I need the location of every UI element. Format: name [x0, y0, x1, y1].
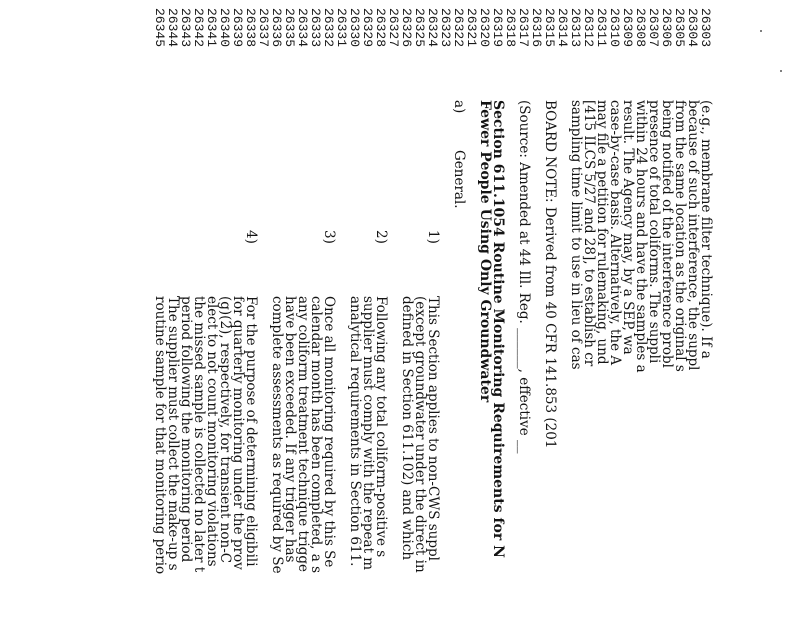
paragraph-label: 2) [373, 230, 389, 244]
line-number: 26317 [516, 8, 531, 48]
line-number: 26341 [204, 8, 219, 48]
text-line: defined in Section 611.102) and which [399, 296, 415, 561]
line-number: 26325 [412, 8, 427, 48]
line-number: 26327 [386, 8, 401, 48]
text-line: Following any total coliform-positive s [373, 296, 389, 558]
line-number: 26336 [269, 8, 284, 48]
subsection-heading: General. [451, 150, 467, 209]
text-line: being notified of the interference probl [659, 100, 675, 368]
text-line: This Section applies to non-CWS suppl [425, 296, 441, 561]
line-number: 26318 [503, 8, 518, 48]
text-line: for quarterly monitoring under the prov [230, 296, 246, 570]
line-number: 26319 [490, 8, 505, 48]
line-number: 26314 [555, 8, 570, 48]
line-number: 26309 [620, 8, 635, 48]
line-number: 26315 [542, 8, 557, 48]
line-number: 26345 [152, 8, 167, 48]
line-number: 26328 [373, 8, 388, 48]
line-number: 26313 [568, 8, 583, 48]
line-number: 26340 [217, 8, 232, 48]
line-number: 26308 [633, 8, 648, 48]
text-line: the missed sample is collected no later t [191, 296, 207, 573]
line-number: 26324 [425, 8, 440, 48]
line-number: 26343 [178, 8, 193, 48]
text-line: calendar month has been completed, a s [308, 296, 324, 573]
text-line: (g)(2), respectively, for transient non-C [217, 296, 233, 564]
scan-speck [760, 30, 762, 32]
line-number: 26330 [347, 8, 362, 48]
line-number: 26329 [360, 8, 375, 48]
line-number: 26335 [282, 8, 297, 48]
line-number: 26305 [672, 8, 687, 48]
line-number: 26344 [165, 8, 180, 48]
text-line: supplier must comply with the repeat m [360, 296, 376, 571]
line-number: 26342 [191, 8, 206, 48]
board-note: BOARD NOTE: Derived from 40 CFR 141.853 (201 [542, 100, 558, 449]
line-number: 26333 [308, 8, 323, 48]
line-number: 26332 [321, 8, 336, 48]
line-number: 26337 [256, 8, 271, 48]
text-line: period following the monitoring period [178, 296, 194, 563]
text-line: case-by-case basis. Alternatively, the A [607, 100, 623, 366]
line-number: 26321 [464, 8, 479, 48]
line-number: 26334 [295, 8, 310, 48]
paragraph-label: 1) [425, 230, 441, 244]
text-line: may file a petition for rulemaking, und [594, 100, 610, 365]
text-line: (except groundwater under the direct in [412, 296, 428, 573]
text-line: complete assessments as required by Se [269, 296, 285, 574]
line-number: 26304 [685, 8, 700, 48]
text-line: elect to not count monitoring violations [204, 296, 220, 567]
line-number: 26306 [659, 8, 674, 48]
line-number: 26312 [581, 8, 596, 48]
text-line: presence of total coliforms. The suppli [646, 100, 662, 364]
paragraph-label: 3) [321, 230, 337, 244]
text-line: result. The Agency may, by a SEP, wa [620, 100, 636, 355]
line-number: 26311 [594, 8, 609, 48]
text-line: from the same location as the original s [672, 100, 688, 372]
section-title-continued: Fewer People Using Only Groundwater [477, 100, 493, 403]
text-line: because of such interference, the suppl [685, 100, 701, 371]
line-number: 26310 [607, 8, 622, 48]
line-number: 26320 [477, 8, 492, 48]
subsection-label: a) [451, 100, 467, 114]
paragraph-label: 4) [243, 230, 259, 244]
text-line: within 24 hours and have the samples a [633, 100, 649, 373]
text-line: routine sample for that monitoring perio [152, 296, 168, 575]
text-line: [415 ILCS 5/27 and 28], to establish cr [581, 100, 597, 367]
text-line: sampling time limit to use in lieu of cas [568, 100, 584, 370]
text-line: Once all monitoring required by this Se [321, 296, 337, 568]
line-number: 26323 [438, 8, 453, 48]
line-number: 26307 [646, 8, 661, 48]
line-number: 26303 [698, 8, 713, 48]
source-note: (Source: Amended at 44 Ill. Reg. ______, effective __ [516, 100, 532, 454]
line-number: 26339 [230, 8, 245, 48]
text-line: (e.g., membrane filter technique). If a [698, 100, 714, 359]
text-line: For the purpose of determining eligibili [243, 296, 259, 567]
section-title: Section 611.1054 Routine Monitoring Requirements for N [490, 100, 506, 558]
text-line: analytical requirements in Section 611. [347, 296, 363, 567]
scan-speck [780, 70, 782, 72]
line-number: 26331 [334, 8, 349, 48]
line-number: 26338 [243, 8, 258, 48]
text-line: any coliform treatment technique trigge [295, 296, 311, 572]
text-line: The supplier must collect the make-up s [165, 296, 181, 571]
line-number: 26322 [451, 8, 466, 48]
line-number: 26326 [399, 8, 414, 48]
text-line: have been exceeded. If any trigger has [282, 296, 298, 563]
line-number: 26316 [529, 8, 544, 48]
